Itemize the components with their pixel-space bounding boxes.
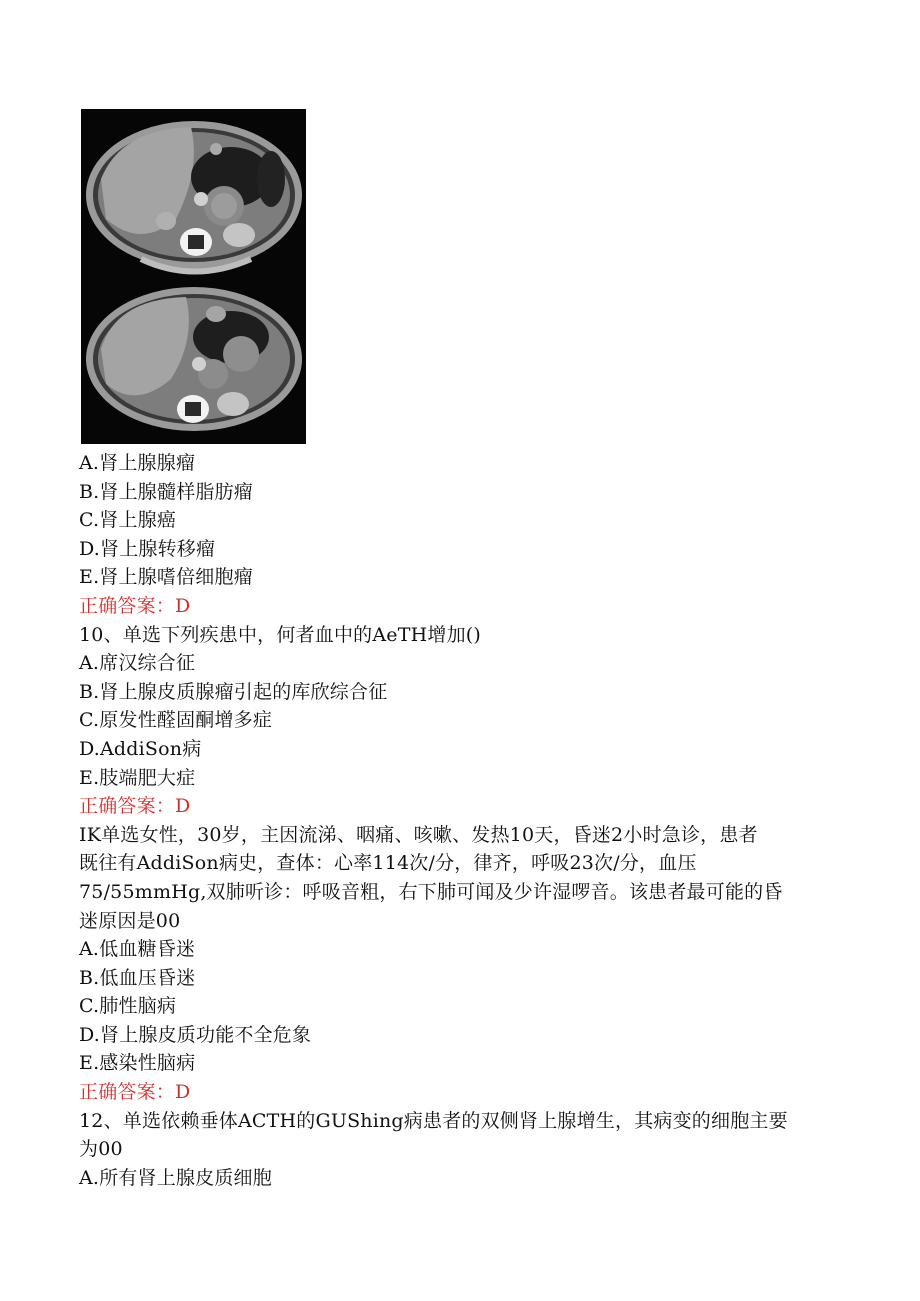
option-d: D.肾上腺转移瘤 [79,537,216,560]
question-11 [79,821,839,1107]
option-e: E.感染性脑病 [79,1052,196,1075]
question-stem-line-1: 12、单选依赖垂体ACTH的GUShing病患者的双侧肾上腺增生，其病变的细胞主要 [79,1109,788,1132]
option-b: B.肾上腺髓样脂肪瘤 [79,480,254,503]
option-b: B.低血压昏迷 [79,966,196,989]
correct-answer: 正确答案：D [79,594,191,617]
option-a: A.肾上腺腺瘤 [79,452,196,474]
option-a: A.低血糖昏迷 [79,938,196,961]
option-d: D.肾上腺皮质功能不全危象 [79,1023,312,1046]
question-content [79,449,839,1192]
correct-answer: 正确答案：D [79,1081,191,1104]
question-10 [79,621,839,821]
option-a: A.席汉综合征 [79,652,196,675]
ct-scan-illustration [81,109,306,444]
question-9-options [79,449,839,621]
ct-scan-image [81,109,306,444]
option-e: E.肾上腺嗜倍细胞瘤 [79,566,253,589]
question-12 [79,1107,839,1193]
option-c: C.肾上腺癌 [79,509,177,532]
correct-answer: 正确答案：D [79,795,191,818]
ct-slice-lower [86,287,302,431]
option-b: B.肾上腺皮质腺瘤引起的库欣综合征 [79,680,388,703]
option-e: E.肢端肥大症 [79,766,196,789]
question-stem-line-4: 迷原因是00 [79,909,181,932]
question-stem: 10、单选下列疾患中，何者血中的AeTH增加() [79,623,482,646]
question-stem-line-1: IK单选女性，30岁，主因流涕、咽痛、咳嗽、发热10天，昏迷2小时急诊，患者 [79,823,758,846]
question-stem-line-2: 既往有AddiSon病史，查体：心率114次/分，律齐，呼吸23次/分，血压 [79,852,697,875]
question-stem-line-3: 75/55mmHg,双肺听诊：呼吸音粗，右下肺可闻及少许湿啰音。该患者最可能的昏 [79,880,783,903]
question-stem-line-2: 为00 [79,1138,123,1161]
option-c: C.原发性醛固酮增多症 [79,709,273,732]
option-a: A.所有肾上腺皮质细胞 [79,1166,272,1189]
option-d: D.AddiSon病 [79,737,202,760]
option-c: C.肺性脑病 [79,995,177,1018]
